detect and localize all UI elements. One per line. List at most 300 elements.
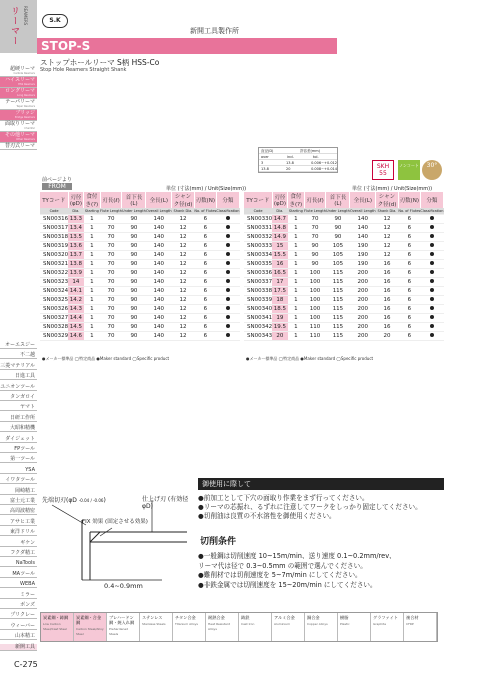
column-subheader: Classification	[216, 209, 240, 213]
maker-standard-dot-icon	[430, 288, 434, 292]
classification-cell	[216, 323, 239, 332]
table-row	[40, 251, 240, 260]
table-cell: 6	[194, 242, 216, 251]
table-cell: 1	[84, 278, 100, 287]
table-header-row	[40, 192, 240, 208]
sidebar-maker[interactable]: 日研工作所	[0, 415, 37, 422]
column-subheader: No. of Flutes	[398, 209, 421, 213]
sidebar-maker[interactable]: プリクレー	[0, 612, 37, 619]
table-row	[244, 251, 444, 260]
sidebar-maker[interactable]: イワタツール	[0, 477, 37, 484]
table-cell: 115	[326, 269, 350, 278]
sidebar-maker[interactable]: アサヒ工業	[0, 519, 37, 526]
sidebar-category[interactable]	[0, 66, 37, 77]
sidebar-category-en: Taper Reamers	[16, 105, 35, 108]
table-cell: SN00329	[40, 332, 68, 341]
classification-cell	[420, 332, 443, 341]
table-cell: 12	[172, 269, 195, 278]
table-cell: 1	[288, 242, 304, 251]
page-number: C-275	[14, 660, 38, 669]
classification-cell	[216, 233, 239, 242]
maker-standard-dot-icon	[226, 261, 230, 265]
table-cell: 115	[326, 323, 350, 332]
table-cell: 1	[288, 296, 304, 305]
table-cell: 110	[304, 332, 326, 341]
table-row	[244, 260, 444, 269]
material-en: Plastic	[340, 622, 350, 626]
table-cell: 13.9	[69, 270, 83, 276]
diagram-line	[52, 505, 86, 525]
table-cell: 6	[194, 314, 216, 323]
table-cell: 1	[84, 332, 100, 341]
table-cell: 6	[194, 260, 216, 269]
classification-cell	[216, 224, 239, 233]
tolerance-cell: over	[261, 155, 269, 159]
caution-list	[198, 494, 443, 521]
table-cell: 140	[146, 278, 172, 287]
table-cell: 140	[146, 332, 172, 341]
material-jp: グラファイト	[373, 615, 399, 620]
table-cell: 6	[398, 278, 420, 287]
table-cell: 1	[288, 224, 304, 233]
sidebar-category[interactable]	[0, 110, 37, 121]
table-cell: 70	[100, 278, 122, 287]
table-cell: 12	[172, 305, 195, 314]
table-row	[40, 287, 240, 296]
table-cell: SN00333	[244, 242, 272, 251]
table-cell: 12	[172, 242, 195, 251]
table-cell: 6	[398, 215, 420, 224]
column-header: 分類	[420, 192, 443, 208]
table-cell: 18.5	[273, 306, 287, 312]
table-cell: 140	[146, 314, 172, 323]
table-cell: SN00334	[244, 251, 272, 260]
classification-cell	[216, 332, 239, 341]
cutting-item: ●非鉄金属では切削速度を 15~20m/min にしてください。	[198, 580, 377, 589]
table-cell: 12	[172, 260, 195, 269]
material-en: Stainless Steels	[142, 622, 166, 626]
sidebar-maker[interactable]: ヤマト	[0, 404, 37, 411]
cutting-item: リーマ代は径で 0.3~0.5mm の範囲で選んでください。	[198, 561, 367, 570]
sidebar-maker[interactable]: ウィーバー	[0, 623, 37, 630]
caution-item: ●リーマの芯振れ、るずれに注意してワークをしっかり固定してください。	[198, 503, 422, 511]
table-cell: 90	[304, 260, 326, 269]
maker-standard-dot-icon	[430, 315, 434, 319]
material-cell	[74, 613, 107, 641]
table-cell: SN00316	[40, 215, 68, 224]
table-cell: 14.8	[273, 225, 287, 231]
table-cell: 14.5	[69, 324, 83, 330]
table-cell: 6	[194, 233, 216, 242]
table-cell: 70	[100, 242, 122, 251]
material-cell	[140, 613, 173, 641]
table-cell: 6	[398, 251, 420, 260]
classification-cell	[420, 242, 443, 251]
column-header: 食付き(?)	[85, 194, 99, 208]
coating-badge: ノンコート	[398, 160, 420, 180]
product-table-right	[244, 192, 444, 341]
sidebar-maker[interactable]: タンガロイ	[0, 394, 37, 401]
table-cell: 6	[194, 287, 216, 296]
sidebar-category-en: Bridge Reamers	[15, 116, 35, 119]
table-cell: 6	[398, 323, 420, 332]
sidebar-maker[interactable]: FPツール	[0, 446, 37, 453]
tolerance-cell: 直径(D)	[261, 149, 274, 153]
table-cell: 17	[272, 278, 288, 287]
table-cell: 1	[288, 323, 304, 332]
sidebar-category[interactable]	[0, 88, 37, 99]
cutting-list	[198, 552, 443, 590]
sidebar-maker[interactable]: フクダ精工	[0, 550, 37, 557]
table-cell: 140	[146, 260, 172, 269]
caution-item: ●切削油は良質の不水溶性を御使用ください。	[198, 512, 336, 520]
sidebar-maker[interactable]: 不二越	[0, 352, 37, 359]
table-cell: SN00340	[244, 305, 272, 314]
table-cell: 6	[398, 233, 420, 242]
sidebar-maker[interactable]: 東洋ドリル	[0, 529, 37, 536]
classification-cell	[216, 305, 239, 314]
table-row	[40, 233, 240, 242]
table-cell: 100	[304, 305, 326, 314]
column-header: シャンク径(d)	[377, 194, 397, 208]
column-subheader: Dia.	[68, 208, 84, 215]
material-jp: 樹脂	[340, 615, 349, 620]
finish-label: 仕上げ刃 (有効径φD)	[142, 496, 189, 510]
table-cell: 1	[84, 251, 100, 260]
maker-standard-dot-icon	[226, 324, 230, 328]
sidebar-category[interactable]	[0, 132, 37, 143]
tip-label: 先端切刃(φD -0.04 / -0.06)	[42, 497, 106, 504]
sidebar-maker[interactable]: 三菱マテリアル	[0, 362, 35, 369]
classification-cell	[420, 287, 443, 296]
caution-title: 御使用に際して	[198, 478, 444, 490]
maker-standard-dot-icon	[226, 315, 230, 319]
sidebar-maker[interactable]: 大昭和精機	[0, 425, 37, 432]
table-cell: SN00328	[40, 323, 68, 332]
table-cell: 6	[194, 251, 216, 260]
table-cell: 140	[146, 242, 172, 251]
table-cell: 16	[376, 260, 399, 269]
table-cell: 14.3	[69, 306, 83, 312]
maker-name: 新開工具製作所	[190, 27, 239, 35]
sidebar-maker[interactable]: NaTools	[0, 560, 37, 567]
sidebar-category-en: Chamfer	[24, 127, 35, 130]
material-jp: ステンレス	[142, 615, 163, 620]
classification-cell	[216, 215, 239, 224]
column-header: 刃長(ℓ)	[304, 192, 326, 208]
sidebar-category[interactable]	[0, 77, 37, 88]
table-cell: 115	[326, 305, 350, 314]
table-cell: 14.2	[69, 297, 83, 303]
table-cell: 110	[304, 323, 326, 332]
sidebar-category[interactable]	[0, 99, 37, 110]
sidebar-maker[interactable]: YSA	[0, 467, 37, 474]
sidebar-maker[interactable]: ボンズ	[0, 602, 37, 609]
sidebar-category-label: 替刃式リーマ	[4, 143, 35, 149]
table-row	[244, 278, 444, 287]
column-subheader: No. of Flutes	[194, 209, 217, 213]
table-cell: 6	[194, 224, 216, 233]
table-cell: 1	[288, 260, 304, 269]
material-en: Titanium Alloys	[175, 622, 198, 626]
material-cell	[371, 613, 404, 641]
sidebar-maker[interactable]: ダイジェット	[0, 436, 37, 443]
table-cell: 6	[194, 278, 216, 287]
table-cell: 13.4	[69, 225, 83, 231]
table-row	[244, 269, 444, 278]
classification-cell	[216, 287, 239, 296]
material-en: Low Carbon Steel/Cast Steel	[43, 622, 67, 631]
table-row	[244, 233, 444, 242]
unit-label-left: 単位 (寸法(mm) / Unit(Size(mm))	[166, 186, 247, 192]
table-cell: SN00338	[244, 287, 272, 296]
maker-standard-dot-icon	[226, 279, 230, 283]
sidebar-category-en: Long Reamers	[17, 94, 35, 97]
length-label: 0.4~0.9mm	[104, 582, 143, 590]
maker-standard-dot-icon	[226, 288, 230, 292]
table-cell: 6	[194, 305, 216, 314]
table-cell: 90	[326, 215, 350, 224]
classification-cell	[420, 215, 443, 224]
tolerance-cell: 0.008~+0.014	[311, 167, 337, 171]
material-badge: SKH 55	[372, 160, 394, 180]
table-cell: 115	[326, 287, 350, 296]
column-subheader: Code	[40, 208, 68, 215]
sidebar-maker[interactable]: ギケン	[0, 540, 37, 547]
sidebar-maker[interactable]: 日進工具	[0, 373, 37, 380]
table-cell: 16	[376, 278, 399, 287]
maker-standard-dot-icon	[226, 297, 230, 301]
column-subheader: Classification	[420, 209, 444, 213]
table-cell: 115	[326, 296, 350, 305]
sidebar-category-en: HSS Reamers	[18, 83, 35, 86]
tolerance-row	[259, 166, 337, 172]
table-cell: 16	[376, 269, 399, 278]
maker-standard-dot-icon	[226, 225, 230, 229]
maker-standard-dot-icon	[430, 261, 434, 265]
table-cell: SN00325	[40, 296, 68, 305]
maker-standard-dot-icon	[430, 252, 434, 256]
maker-logo: S.K	[42, 14, 68, 28]
table-cell: 1	[288, 305, 304, 314]
sidebar-maker[interactable]: 富士元工業	[0, 498, 37, 505]
maker-standard-dot-icon	[430, 297, 434, 301]
table-cell: 140	[146, 251, 172, 260]
column-subheader: Shank Dia.	[173, 209, 193, 213]
maker-standard-dot-icon	[430, 306, 434, 310]
table-cell: 140	[146, 233, 172, 242]
table-cell: 16	[376, 296, 399, 305]
tolerance-cell: 13.8	[286, 161, 294, 165]
maker-standard-dot-icon	[430, 225, 434, 229]
table-cell: 90	[122, 251, 146, 260]
table-row	[40, 260, 240, 269]
table-cell: 1	[288, 314, 304, 323]
table-cell: SN00326	[40, 305, 68, 314]
sidebar-maker[interactable]: 岡崎精工	[0, 488, 37, 495]
classification-cell	[216, 278, 239, 287]
table-cell: 90	[122, 215, 146, 224]
sidebar-maker[interactable]: 高周波精密	[0, 508, 37, 515]
table-cell: 1	[84, 224, 100, 233]
table-cell: 105	[326, 242, 350, 251]
column-subheader: Overall Length	[145, 209, 172, 213]
table-cell: 200	[350, 323, 376, 332]
sidebar-title: リーマー	[9, 6, 19, 46]
table-cell: 6	[398, 314, 420, 323]
table-cell: 200	[350, 269, 376, 278]
sidebar-category-label: その他リーマ	[4, 132, 35, 138]
sidebar-category[interactable]	[0, 121, 37, 132]
table-cell: SN00342	[244, 323, 272, 332]
table-cell: 16	[376, 314, 399, 323]
table-cell: 90	[122, 314, 146, 323]
classification-cell	[420, 260, 443, 269]
table-row	[40, 278, 240, 287]
sidebar-maker[interactable]: 新開工具	[0, 644, 37, 651]
table-cell: 70	[100, 269, 122, 278]
column-subheader: Starting	[84, 209, 99, 213]
table-cell: 12	[172, 314, 195, 323]
column-header: TYコード	[244, 192, 272, 208]
column-subheader: Overall Length	[349, 209, 376, 213]
sidebar-header	[0, 0, 37, 53]
material-cell	[173, 613, 206, 641]
classification-cell	[420, 323, 443, 332]
table-cell: 70	[304, 215, 326, 224]
maker-standard-dot-icon	[430, 324, 434, 328]
column-header: 刃径(φD)	[272, 192, 288, 208]
table-cell: SN00323	[40, 278, 68, 287]
column-subheader: Dia.	[272, 208, 288, 215]
material-cell	[107, 613, 140, 641]
material-en: Graphite	[373, 622, 387, 626]
table-cell: 6	[398, 332, 420, 341]
table-cell: 6	[194, 215, 216, 224]
table-cell: SN00322	[40, 269, 68, 278]
table-cell: 90	[122, 305, 146, 314]
tolerance-cell: 0.006~+0.012	[311, 161, 337, 165]
material-cell	[239, 613, 272, 641]
sidebar-maker[interactable]: 第一ツール	[0, 456, 37, 463]
table-cell: 1	[84, 215, 100, 224]
table-cell: 140	[146, 224, 172, 233]
material-jp: アルミ合金	[274, 615, 295, 620]
material-jp: プレハードン鋼・焼入れ鋼	[109, 615, 135, 625]
material-jp: 複合材	[406, 615, 419, 620]
material-cell	[272, 613, 305, 641]
table-cell: 70	[100, 287, 122, 296]
table-cell: 70	[304, 224, 326, 233]
table-cell: 90	[304, 251, 326, 260]
table-cell: SN00317	[40, 224, 68, 233]
sidebar-maker[interactable]: MAツール	[0, 571, 37, 578]
classification-cell	[216, 242, 239, 251]
table-cell: 105	[326, 251, 350, 260]
table-cell: 6	[194, 269, 216, 278]
material-cell	[41, 613, 74, 641]
table-cell: 12	[172, 323, 195, 332]
sidebar-maker[interactable]: オーエスジー	[0, 342, 37, 349]
fix-label: FIX 効果 (固定させる効果)	[82, 519, 148, 525]
table-cell: 6	[398, 242, 420, 251]
table-row	[40, 242, 240, 251]
sidebar-maker[interactable]: ユニオンツール	[0, 383, 35, 390]
table-cell: 100	[304, 278, 326, 287]
maker-standard-dot-icon	[226, 333, 230, 337]
table-cell: 90	[122, 233, 146, 242]
table-cell: 6	[398, 260, 420, 269]
material-en: Copper Alloys	[307, 622, 328, 626]
sidebar-maker[interactable]: ミラー	[0, 592, 37, 599]
table-cell: 12	[172, 332, 195, 341]
table-cell: SN00324	[40, 287, 68, 296]
table-cell: 1	[288, 332, 304, 341]
sidebar-category[interactable]	[0, 143, 37, 150]
column-subheader: Under Length	[326, 209, 350, 213]
table-cell: 90	[122, 278, 146, 287]
table-cell: 20	[376, 332, 399, 341]
table-cell: SN00327	[40, 314, 68, 323]
table-row	[244, 242, 444, 251]
table-cell: 140	[146, 296, 172, 305]
table-cell: 19	[272, 314, 288, 323]
table-cell: 16.5	[273, 270, 287, 276]
material-jp: 鋳鉄	[241, 615, 250, 620]
table-cell: 14	[68, 278, 84, 287]
classification-cell	[216, 269, 239, 278]
table-cell: 200	[350, 278, 376, 287]
classification-cell	[420, 224, 443, 233]
column-header: TYコード	[40, 192, 68, 208]
tolerance-cell: 許容差(mm)	[300, 149, 321, 153]
table-cell: 12	[172, 224, 195, 233]
column-header: 全長(L)	[146, 192, 172, 208]
table-cell: SN00320	[40, 251, 68, 260]
column-header: 食付き(?)	[289, 194, 303, 208]
table-cell: 100	[304, 269, 326, 278]
table-cell: 6	[398, 296, 420, 305]
table-cell: 6	[398, 269, 420, 278]
table-row	[244, 287, 444, 296]
sidebar-subtitle: REAMERS	[23, 6, 28, 26]
table-cell: 13.5	[69, 234, 83, 240]
table-cell: 200	[350, 332, 376, 341]
table-cell: 140	[146, 305, 172, 314]
table-cell: 90	[122, 242, 146, 251]
sidebar-maker[interactable]: 山本精工	[0, 633, 37, 640]
table-cell: 70	[100, 305, 122, 314]
sidebar-category-label: ロングリーマ	[5, 88, 35, 94]
table-row	[244, 305, 444, 314]
table-cell: SN00341	[244, 314, 272, 323]
table-cell: 190	[350, 260, 376, 269]
sidebar-maker[interactable]: WEBA	[0, 581, 37, 588]
unit-label-right: 単位 (寸法(mm) / Unit(Size(mm))	[352, 186, 433, 192]
material-jp: 炭素鋼・合金鋼	[76, 615, 102, 625]
column-header: 分類	[216, 192, 239, 208]
table-cell: 1	[84, 296, 100, 305]
classification-cell	[216, 260, 239, 269]
table-cell: 14.6	[69, 333, 83, 339]
maker-standard-dot-icon	[430, 270, 434, 274]
table-cell: 1	[288, 233, 304, 242]
maker-standard-dot-icon	[430, 279, 434, 283]
maker-standard-dot-icon	[226, 216, 230, 220]
caution-item: ●前加工として下穴の面取り作業をまず行ってください。	[198, 494, 369, 502]
product-table-left	[40, 192, 240, 341]
table-cell: 1	[84, 260, 100, 269]
